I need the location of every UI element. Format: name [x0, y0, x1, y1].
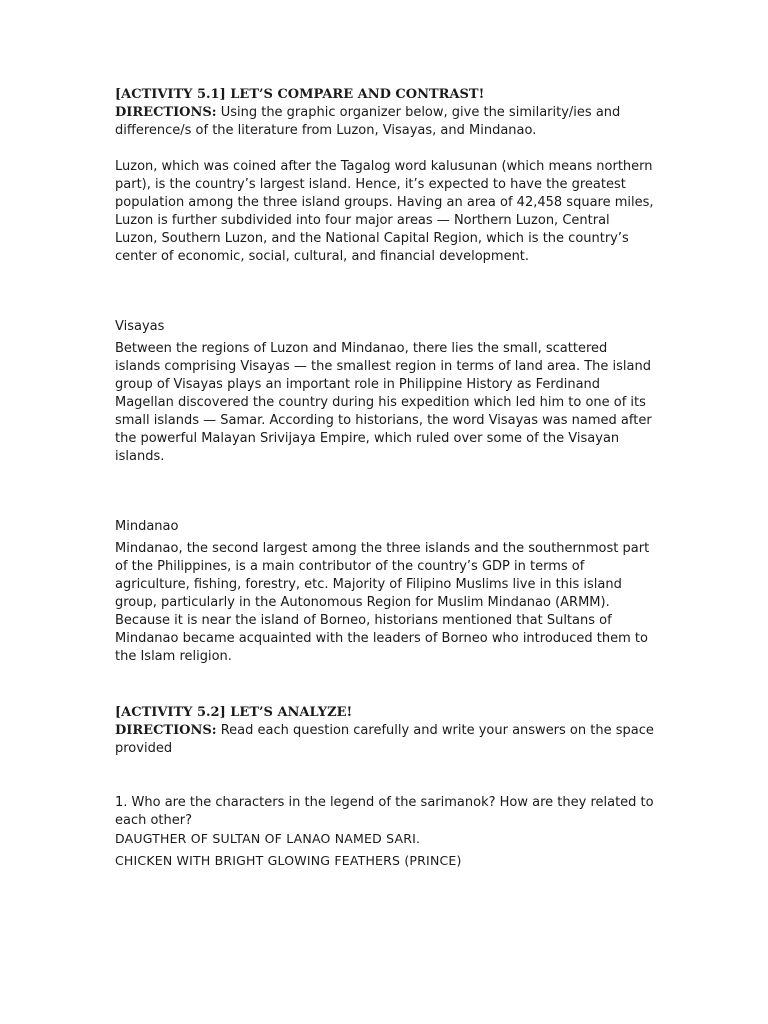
question-1-answer-1: DAUGTHER OF SULTAN OF LANAO NAMED SARI. — [115, 831, 421, 846]
activity-5-2-title: [ACTIVITY 5.2] LET’S ANALYZE! — [115, 705, 353, 720]
question-1: 1. Who are the characters in the legend of the sarimanok? How are they related to each other? — [115, 795, 654, 828]
activity-5-2-directions — [115, 722, 655, 758]
visayas-paragraph: Between the regions of Luzon and Mindanao, there lies the small, scattered islands comprising Visayas — the smallest region in terms of land area. The island group of Visayas plays an important role in Philippine History as Ferdinand Magellan discovered the country during his expedition which led him to one of its small islands — Samar. According to historians, the word Visayas was named after the powerful Malayan Srivijaya Empire, which ruled over some of the Visayan islands. — [115, 341, 652, 464]
luzon-paragraph: Luzon, which was coined after the Tagalog word kalusunan (which means northern part), is the country’s largest island. Hence, it’s expected to have the greatest population among the three island groups. Having an area of 42,458 square miles, Luzon is further subdivided into four major areas — Northern Luzon, Central Luzon, Southern Luzon, and the National Capital Region, which is the country’s center of economic, social, cultural, and financial development. — [115, 159, 654, 264]
directions-text: Using the graphic organizer below, give the similarity/ies and difference/s of the literature from Luzon, Visayas, and Mindanao. — [115, 105, 621, 138]
directions-label: DIRECTIONS: — [115, 723, 217, 738]
directions-label: DIRECTIONS: — [115, 105, 217, 120]
document-content — [115, 86, 655, 870]
activity-5-1-title: [ACTIVITY 5.1] LET’S COMPARE AND CONTRAST! — [115, 87, 485, 102]
activity-5-1-directions — [115, 104, 655, 140]
directions-text: Read each question carefully and write your answers on the space provided — [115, 723, 654, 756]
mindanao-title: Mindanao — [115, 519, 179, 534]
question-1-answer-2: CHICKEN WITH BRIGHT GLOWING FEATHERS (PRINCE) — [115, 853, 462, 868]
mindanao-paragraph: Mindanao, the second largest among the three islands and the southernmost part of the Philippines, is a main contributor of the country’s GDP in terms of agriculture, fishing, forestry, etc. Majority of Filipino Muslims live in this island group, particularly in the Autonomous Region for Muslim Mindanao (ARMM). Because it is near the island of Borneo, historians mentioned that Sultans of Mindanao became acquainted with the leaders of Borneo who introduced them to the Islam religion. — [115, 541, 650, 664]
visayas-title: Visayas — [115, 319, 165, 334]
